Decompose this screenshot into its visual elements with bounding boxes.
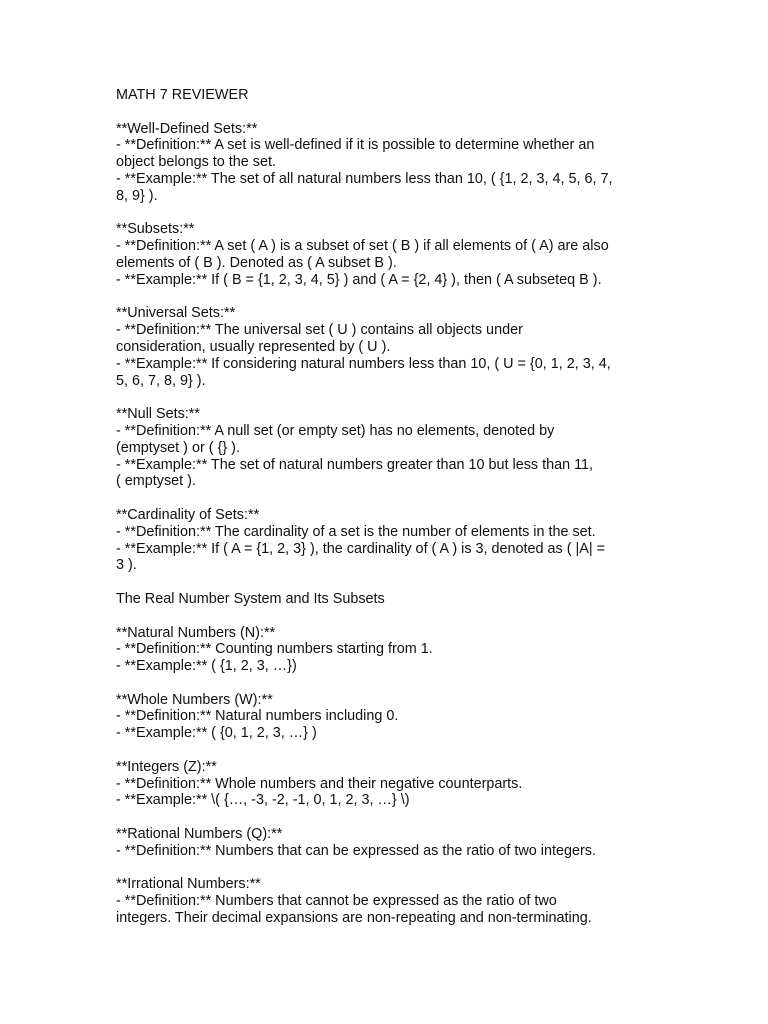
document-page: [116, 87, 661, 927]
body-line: - **Definition:** Numbers that cannot be expressed as the ratio of two: [116, 893, 557, 910]
body-line: - **Definition:** Whole numbers and their negative counterparts.: [116, 775, 523, 792]
section-heading: **Integers (Z):**: [116, 758, 217, 775]
section-heading: **Well-Defined Sets:**: [116, 120, 258, 137]
section-heading: **Universal Sets:**: [116, 305, 236, 322]
section-heading: **Subsets:**: [116, 221, 195, 238]
body-line: object belongs to the set.: [116, 154, 277, 171]
body-line: elements of ( B ). Denoted as ( A subset B ).: [116, 254, 397, 271]
body-line: - **Example:** The set of natural numbers greater than 10 but less than 11,: [116, 456, 594, 473]
document-title: MATH 7 REVIEWER: [116, 87, 249, 103]
section-title: The Real Number System and Its Subsets: [116, 590, 385, 607]
section-heading: **Null Sets:**: [116, 406, 200, 423]
section-heading: **Natural Numbers (N):**: [116, 624, 276, 641]
body-line: consideration, usually represented by ( U ).: [116, 338, 391, 355]
body-line: - **Definition:** The universal set ( U ) contains all objects under: [116, 322, 523, 339]
section-heading: **Cardinality of Sets:**: [116, 506, 260, 523]
body-line: - **Example:** If ( B = {1, 2, 3, 4, 5} ) and ( A = {2, 4} ), then ( A subseteq B ).: [116, 271, 602, 288]
body-line: - **Definition:** The cardinality of a set is the number of elements in the set.: [116, 523, 596, 540]
section-heading: **Rational Numbers (Q):**: [116, 826, 283, 843]
body-line: - **Definition:** Numbers that can be expressed as the ratio of two integers.: [116, 842, 596, 859]
body-line: (emptyset ) or ( {} ).: [116, 439, 240, 456]
body-line: - **Example:** ( {0, 1, 2, 3, …} ): [116, 725, 317, 742]
body-line: - **Example:** ( {1, 2, 3, …}): [116, 658, 297, 675]
body-line: - **Example:** The set of all natural numbers less than 10, ( {1, 2, 3, 4, 5, 6, 7,: [116, 170, 613, 187]
body-line: 8, 9} ).: [116, 187, 158, 204]
body-line: - **Definition:** A set ( A ) is a subset of set ( B ) if all elements of ( A) are also: [116, 238, 609, 255]
body-line: ( emptyset ).: [116, 473, 196, 490]
body-line: - **Example:** If ( A = {1, 2, 3} ), the cardinality of ( A ) is 3, denoted as ( |A| =: [116, 540, 606, 557]
body-line: - **Definition:** Natural numbers including 0.: [116, 708, 399, 725]
body-line: 3 ).: [116, 557, 137, 574]
section-heading: **Irrational Numbers:**: [116, 876, 261, 893]
body-line: - **Example:** \( {…, -3, -2, -1, 0, 1, 2, 3, …} \): [116, 792, 410, 809]
section-heading: **Whole Numbers (W):**: [116, 691, 273, 708]
body-line: - **Example:** If considering natural numbers less than 10, ( U = {0, 1, 2, 3, 4,: [116, 355, 611, 372]
body-line: integers. Their decimal expansions are non-repeating and non-terminating.: [116, 910, 592, 927]
body-line: - **Definition:** A set is well-defined if it is possible to determine whether an: [116, 137, 595, 154]
body-line: - **Definition:** Counting numbers starting from 1.: [116, 641, 433, 658]
body-line: - **Definition:** A null set (or empty set) has no elements, denoted by: [116, 422, 555, 439]
body-line: 5, 6, 7, 8, 9} ).: [116, 372, 206, 389]
